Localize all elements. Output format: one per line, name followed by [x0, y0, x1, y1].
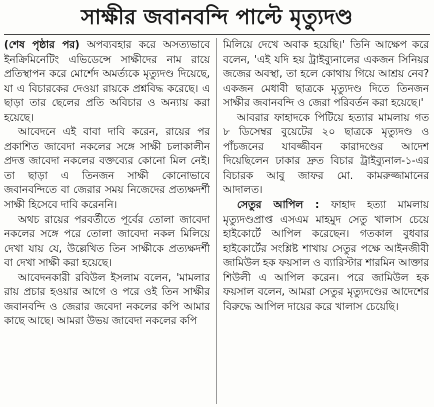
left-paragraph-1 [4, 38, 210, 125]
appeal-paragraph [223, 198, 429, 314]
left-paragraph-4: আবেদনকারী রবিউল ইসলাম বলেন, 'মামলার রায় প্রচার হওয়ার আগে ও পরে ওই তিন সাক্ষীর জবানবন্দি ও জেরার জবেদা নকলের কপি আমার কাছে আছে। আমরা উভয় জাবেদা নকলের কপি [4, 271, 210, 328]
headline: সাক্ষীর জবানবন্দি পাল্টে মৃত্যুদণ্ড [80, 5, 354, 29]
headline-rule [4, 34, 430, 35]
continued-from-kicker: (শেষ পৃষ্ঠার পর) [4, 39, 80, 51]
right-paragraph-1: মিলিয়ে দেখে অবাক হয়েছি।' তিনি আক্ষেপ করে বলেন, 'এই যদি হয় ট্রাইব্যুনালের একজন সিনিয়র জজের অবস্থা, তা হলে কোথায় গিয়ে আশ্রয় নেব? একজন মেধাবী ছাত্রকে মৃত্যুদণ্ড দিতে তিনজন সাক্ষীর জবানবন্দি ও জেরা পরিবর্তন করা হয়েছে।' [223, 39, 429, 110]
appeal-subhead: সেতুর আপিল : [237, 199, 320, 212]
column-divider [216, 38, 217, 404]
right-paragraph-2: আবরার ফাহাদকে পিটিয়ে হত্যার মামলায় গত ৮ ডিসেম্বর বুয়েটের ২০ ছাত্রকে মৃত্যুদণ্ড ও পাঁচজনের যাবজ্জীবন কারাদণ্ডের আদেশ দিয়েছিলেন ঢাকার দ্রুত বিচার ট্রাইব্যুনাল-১-এর বিচারক আবু জাফর মো. কামরুজ্জামানের আদালত। [223, 111, 429, 197]
left-paragraph-2: আবেদনে এই বাবা দাবি করেন, রায়ের পর প্রকাশিত জাবেদা নকলের সঙ্গে সাক্ষী চলাকালীন প্রদত্ত জাবেদা নকলের বক্তব্যের কোনো মিল নেই। তা ছাড়া এ তিনজন সাক্ষী কোনোভাবে জবানবন্দিতে বা জেরার সময় নিজেদের প্রত্যক্ষদর্শী সাক্ষী হিসেবে দাবি করেননি। [4, 126, 210, 212]
left-paragraph-1-text: অপব্যবহার করে অসত্যভাবে ইনক্রিমিনেটিং এভিডেন্সে সাক্ষীদের নাম রায়ে প্রতিস্থাপন করে মোর্শেদ অমর্ত্যকে মৃত্যুদণ্ড দিয়েছে, যা এ বিচারকের দেওয়া রায়কে প্রশ্নবিদ্ধ করেছে। এ ছাড়া তার ছেলের প্রতি অবিচার ও অন্যায় করা হয়েছে। [4, 39, 210, 124]
right-column [223, 38, 429, 404]
left-paragraph-3: অথচ রায়ের পরবর্তীতে পূর্বের তোলা জাবেদা নকলের সঙ্গে পরে তোলা জাবেদা নকল মিলিয়ে দেখা যায় যে, উল্লেখিত তিন সাক্ষীকে প্রত্যক্ষদর্শী বা দেখা সাক্ষী করা হয়েছে। [4, 213, 210, 270]
appeal-paragraph-text: ফাহাদ হত্যা মামলায় মৃত্যুদণ্ডপ্রাপ্ত এসএম মাহমুদ সেতু খালাস চেয়ে হাইকোর্টে আপিল করেছেন। গতকাল বুধবার হাইকোর্টের সংশ্লিষ্ট শাখায় সেতুর পক্ষে আইনজীবী জামিউল হক ফয়সাল ও ব্যারিস্টার শারমিন আক্তার শিউলী এ আপিল করেন। পরে জামিউল হক ফয়সাল বলেন, আমরা সেতুর মৃত্যুদণ্ডের আদেশের বিরুদ্ধে আপিল দায়ের করে খালাস চেয়েছি। [223, 199, 429, 313]
left-column [4, 38, 210, 404]
